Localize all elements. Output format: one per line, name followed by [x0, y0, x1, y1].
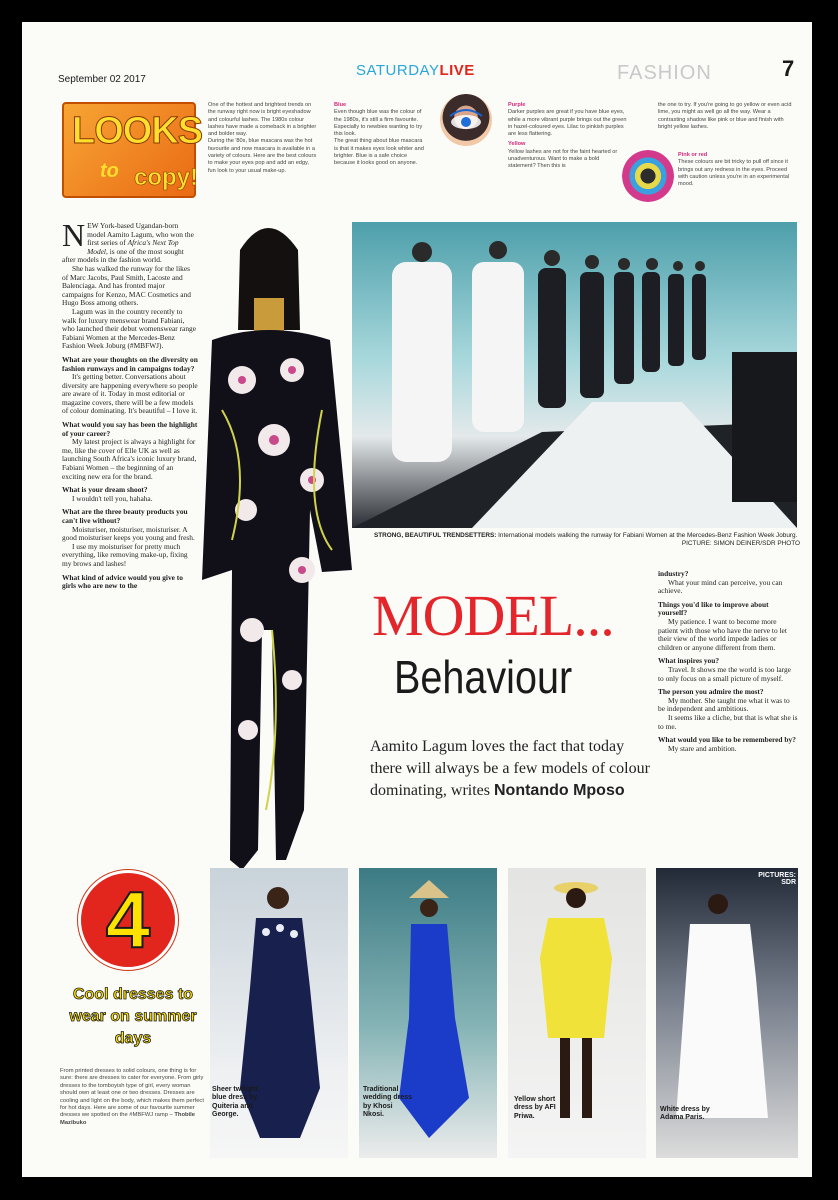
- looks-word: LOOKS: [72, 110, 203, 152]
- article-intro: EW York-based Ugandan-born model Aamito Lagum, who won the first series of: [87, 221, 194, 248]
- photo-credit: PICTURE: SIMON DEINER/SDR PHOTO: [681, 540, 800, 548]
- looks-column-1: [208, 102, 318, 175]
- looks-column-4b: [678, 152, 798, 188]
- question-9: What would you like to be remembered by?: [658, 735, 796, 745]
- answer-9: My stare and ambition.: [668, 743, 737, 753]
- promo-number: 4: [105, 875, 151, 964]
- newspaper-page: [22, 22, 812, 1177]
- article-intro-2: , is one of the most sought after models in the fashion world.: [62, 246, 184, 265]
- looks-column-4: [658, 102, 798, 131]
- show-title: Africa's Next Top Model: [87, 238, 179, 256]
- blue-heading: Blue: [334, 102, 347, 108]
- pink-red-heading: Pink or red: [678, 152, 708, 158]
- question-8: The person you admire the most?: [658, 687, 764, 697]
- question-7: What inspires you?: [658, 656, 720, 666]
- question-6: Things you'd like to improve about yourself?: [658, 599, 769, 618]
- dress-4-caption: White dress by Adama Paris.: [660, 1106, 710, 1122]
- looks-col4b-text: These colours are bit tricky to pull off since it brings out any redness in the eyes. Proceed with caution unless you're in an experimental mood.: [678, 159, 790, 188]
- looks-col4-text: the one to try. If you're going to go yellow or even acid lime, you might as well go all the way. Wear a contrasting shadow like pink or blue and finish with bright yellow lashes.: [658, 102, 792, 130]
- pictures-credit: PICTURES: SDR: [758, 872, 796, 886]
- answer-8: My mother. She taught me what it was to be independent and ambitious.: [658, 695, 790, 714]
- question-5: What kind of advice would you give to girls who are new to the: [62, 572, 183, 591]
- mascara-wands-photo: [622, 150, 674, 202]
- dress-photo-4: [656, 868, 798, 1158]
- article-right-column: [658, 570, 798, 753]
- drop-cap: N: [62, 217, 86, 253]
- looks-to-copy-badge: [62, 102, 203, 198]
- dress-3-caption: Yellow short dress by AFI Priwa.: [514, 1096, 556, 1120]
- answer-4b: I use my moisturiser for pretty much everything, like removing make-up, fixing my brows and lashes!: [62, 541, 188, 568]
- question-4: What are the three beauty products you can't live without?: [62, 507, 188, 525]
- eye-illustration: [440, 94, 492, 146]
- promo-body-text: From printed dresses to solid colours, one thing is for sure: there are dresses to cater for everyone. From girly dresses to the tomboyish type of girl, every woman should own at least one or two dresses. Dresses are cooling and light on the body, which makes them perfect for hot days. Here are some of our favourite summer dresses we spotted on the #MBFWJ ramp –: [60, 1068, 204, 1119]
- dress-2-caption: Traditional wedding dress by Khosi Nkosi.: [363, 1086, 413, 1119]
- question-5-cont: industry?: [658, 569, 689, 578]
- answer-5: What your mind can perceive, you can achieve.: [658, 577, 783, 596]
- promo-title: Cool dresses to wear on summer days: [69, 986, 197, 1047]
- looks-col2-text: Even though blue was the colour of the 1980s, it's still a firm favourite. Especially to newbies wanting to try this look.: [334, 109, 423, 138]
- looks-column-3: [508, 102, 628, 171]
- copy-word: copy!: [134, 164, 199, 191]
- to-word: to: [100, 160, 119, 182]
- looks-col1-text: One of the hottest and brightest trends on the runway right now is bright eyeshadow and colourful lashes. The 1980s colour lashes have made a comeback in a brighter and bolder way.: [208, 102, 317, 138]
- standfirst: [370, 736, 650, 802]
- question-2: What would you say has been the highlight of your career?: [62, 420, 198, 438]
- looks-col2b-text: The great thing about blue mascara is that it makes eyes look whiter and brighter. Blue is a safe choice because it looks good on anyone.: [334, 138, 424, 167]
- section-title: FASHION: [617, 62, 712, 84]
- dress-photo-3: [508, 868, 646, 1158]
- answer-6: My patience. I want to become more patient with those who have the nerve to let their view of the world impede ladies or children or anyone different from them.: [658, 616, 787, 652]
- blue-eye-photo: [440, 94, 492, 146]
- caption-bold: STRONG, BEAUTIFUL TRENDSETTERS:: [374, 532, 497, 539]
- yellow-heading: Yellow: [508, 141, 526, 148]
- promo-body: [60, 1068, 206, 1127]
- dress-photo-2: [359, 868, 497, 1158]
- issue-date: September 02 2017: [58, 74, 146, 85]
- promo-author: Thobile Mazibuko: [60, 1112, 195, 1126]
- dress-1-caption: Sheer twilight blue dress by Quiteria and George.: [212, 1086, 258, 1119]
- headline-behaviour: Behaviour: [394, 651, 573, 703]
- dress-photo-1: [210, 868, 348, 1158]
- answer-2: My latest project is always a highlight for me, like the cover of Elle UK as well as launching South Africa's iconic luxury brand, Fabiani Women – the beginning of an exciting new era for the brand.: [62, 437, 197, 481]
- article-left-column: [62, 217, 198, 591]
- byline: Nontando Mposo: [493, 782, 625, 799]
- looks-col3b-text: Yellow lashes are not for the faint hearted or unadventurous. Want to make a bold statement? Then this is: [508, 148, 618, 170]
- answer-3: I wouldn't tell you, hahaha.: [72, 493, 153, 503]
- looks-column-2: [334, 102, 426, 168]
- answer-8b: It seems like a cliche, but that is what she is to me.: [658, 712, 798, 731]
- article-p2: She has walked the runway for the likes of Marc Jacobs, Paul Smith, Lacoste and Balenciaga. And has fronted major campaigns for Kenzo, MAC Cosmetics and Hugo Boss among others.: [62, 263, 191, 308]
- answer-4: Moisturiser, moisturiser, moisturiser. A good moisturiser keeps you young and fresh.: [62, 524, 195, 543]
- question-1: What are your thoughts on the diversity on fashion runways and in campaigns today?: [62, 354, 198, 373]
- runway-photo: [352, 222, 797, 528]
- page-number: 7: [782, 56, 795, 81]
- photo-caption: [374, 532, 800, 549]
- answer-1: It's getting better. Conversations about diversity are happening everywhere so people are aware of it. Today in most editorial or magazine covers, there will be a few models of colour dominating. It's beautiful – I love it.: [62, 372, 198, 416]
- model-lagum-photo: [182, 210, 372, 870]
- purple-heading: Purple: [508, 102, 526, 108]
- runway-illustration: [352, 222, 797, 528]
- brand-part1: SATURDAY: [356, 62, 440, 79]
- answer-7: Travel. It shows me the world is too large to only focus on a small picture of myself.: [658, 664, 791, 683]
- standfirst-text: Aamito Lagum loves the fact that today there will always be a few models of colour dominating, writes: [370, 738, 650, 799]
- question-3: What is your dream shoot?: [62, 485, 148, 495]
- brand-part2: LIVE: [439, 62, 475, 79]
- headline-model: MODEL...: [372, 583, 614, 648]
- looks-col3-text: Darker purples are great if you have blue eyes, while a more vibrant purple brings out the green in hazel-coloured eyes. Lilac to pinkish purples are less flattering.: [508, 109, 627, 138]
- brand-logo: [356, 62, 475, 79]
- looks-col1b-text: During the '80s, blue mascara was the hot favourite and now mascara is available in a variety of colours. Here are the best colours to make your eyes pop and add an edgy, fun look to your usual make-up.: [208, 138, 317, 174]
- article-p3: Lagum was in the country recently to walk for luxury menswear brand Fabiani, who launched their debut womenswear range Fabiani Women at the Mercedes-Benz Fashion Week Joburg (#MBFWJ).: [62, 306, 197, 351]
- caption-text: International models walking the runway for Fabiani Women at the Mercedes-Benz Fashion Week Joburg.: [498, 532, 798, 539]
